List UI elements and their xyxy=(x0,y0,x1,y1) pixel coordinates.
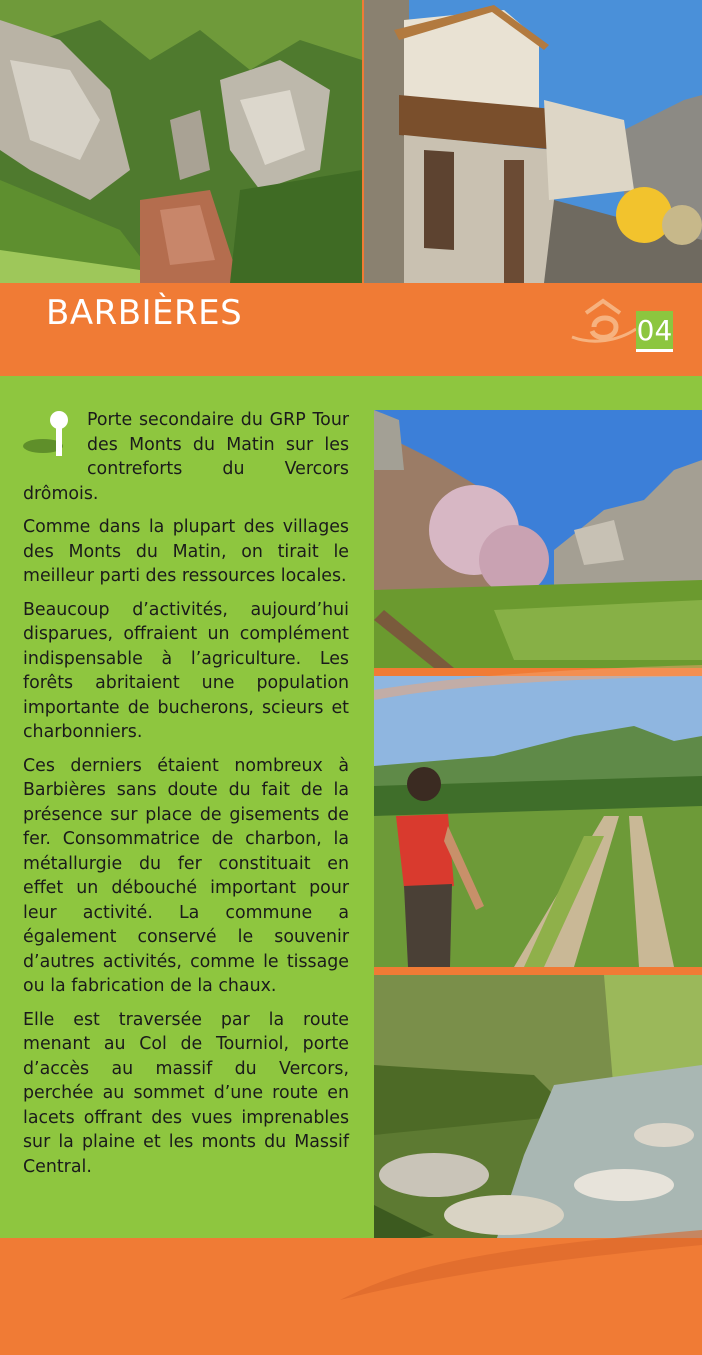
photo-separator xyxy=(374,668,702,676)
photo-valley-village xyxy=(0,0,362,283)
page-number-badge: 04 xyxy=(636,311,673,350)
title-band xyxy=(0,283,702,376)
photo-hiker-path xyxy=(374,676,702,967)
paragraph-4: Elle est traversée par la route menant au Col de Tourniol, porte d’accès au massif du Vercors, perchée au sommet d’une route en lacets offrant des vues imprenables sur la plaine et les monts du Massif Central. xyxy=(23,1009,349,1177)
intro-highlight: Porte secondaire xyxy=(87,410,234,430)
photo-village-blossom xyxy=(374,410,702,668)
para3-before: Ces derniers étaient nombreux à xyxy=(23,755,349,776)
page-title: BARBIÈRES xyxy=(46,293,243,333)
para3-after: sans doute du fait de la présence sur place de gisements de fer. Consommatrice de charbon, la métallurgie du fer constituait en effet un débouché important pour leur activité. La commune a également conservé le souvenir d’autres activités, comme le tissage ou la fabrication de la chaux. xyxy=(23,780,349,996)
paragraph-1: Comme dans la plupart des villages des Monts du Matin, on tirait le meilleur parti des ressources locales. xyxy=(23,517,349,586)
para3-highlight: Barbières xyxy=(23,780,106,800)
map-pin-icon xyxy=(23,408,85,460)
logo-icon xyxy=(568,297,638,351)
photo-stream xyxy=(374,975,702,1247)
bottom-band xyxy=(0,1238,702,1355)
intro-rest: du GRP Tour des Monts du Matin sur les contreforts du Vercors drômois. xyxy=(23,410,349,504)
paragraph-2: Beaucoup d’activités, aujourd’hui disparues, offraient un complément indispensable à l’agriculture. Les forêts abritaient une population importante de bucherons, scieurs et charbonniers. xyxy=(23,599,349,742)
paragraph-3 xyxy=(23,754,349,999)
article-text xyxy=(23,408,349,1188)
intro-paragraph xyxy=(23,408,349,506)
photo-old-houses xyxy=(364,0,702,283)
photo-separator xyxy=(374,967,702,975)
